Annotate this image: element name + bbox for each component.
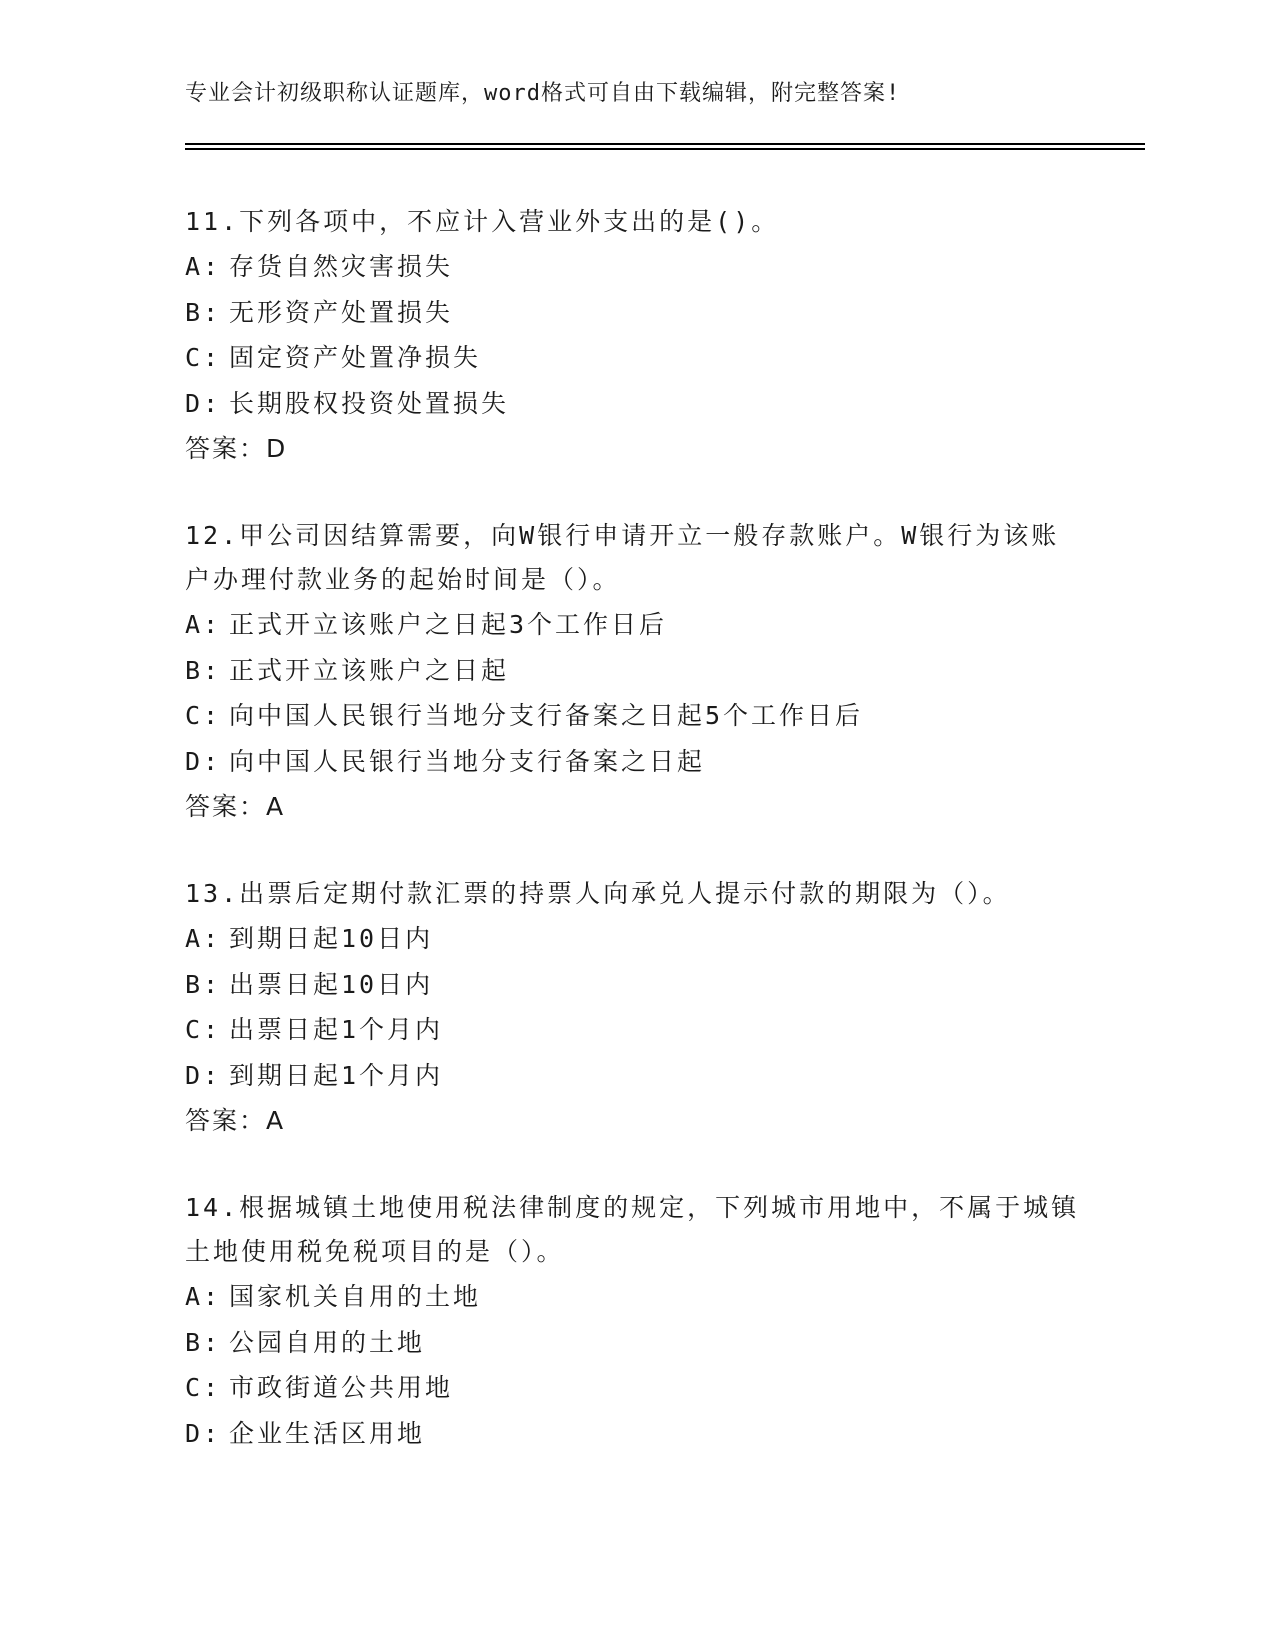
option-a <box>185 244 1085 290</box>
option-d <box>185 381 1085 427</box>
option-letter: B: <box>185 969 222 999</box>
option-text: 存货自然灾害损失 <box>229 252 454 281</box>
option-letter: B: <box>185 1327 222 1357</box>
option-text: 向中国人民银行当地分支行备案之日起 <box>229 746 706 776</box>
option-letter: D: <box>185 1060 222 1090</box>
option-letter: C: <box>185 1373 222 1402</box>
header-double-rule <box>185 143 1145 150</box>
option-letter: A: <box>185 252 222 281</box>
answer-line: 答案：D <box>185 434 288 463</box>
option-letter: D: <box>185 388 222 418</box>
page-header-text: 专业会计初级职称认证题库，word格式可自由下载编辑，附完整答案! <box>185 81 901 106</box>
option-d <box>185 739 1085 785</box>
option-a <box>185 1274 1085 1320</box>
option-letter: A: <box>185 924 222 953</box>
option-c <box>185 335 1085 381</box>
option-text: 出票日起10日内 <box>229 969 434 999</box>
answer-line: 答案：A <box>185 792 286 821</box>
option-letter: B: <box>185 655 222 685</box>
option-letter: D: <box>185 1418 222 1448</box>
option-b <box>185 290 1085 336</box>
question-list <box>185 200 1085 1498</box>
question-stem: 14.根据城镇土地使用税法律制度的规定，下列城市用地中，不属于城镇土地使用税免税项目的是（）。 <box>185 1193 1080 1266</box>
question-stem: 11.下列各项中，不应计入营业外支出的是()。 <box>185 207 780 236</box>
option-letter: A: <box>185 1282 222 1311</box>
option-text: 出票日起1个月内 <box>229 1015 444 1044</box>
option-d <box>185 1053 1085 1099</box>
option-c <box>185 1365 1085 1411</box>
option-text: 正式开立该账户之日起 <box>229 655 510 685</box>
option-letter: D: <box>185 746 222 776</box>
option-text: 无形资产处置损失 <box>229 297 454 327</box>
option-b <box>185 962 1085 1008</box>
option-a <box>185 602 1085 648</box>
question-13 <box>185 872 1085 1144</box>
answer-line: 答案：A <box>185 1106 286 1135</box>
option-b <box>185 1320 1085 1366</box>
option-text: 到期日起1个月内 <box>229 1060 444 1090</box>
option-letter: B: <box>185 297 222 327</box>
option-letter: C: <box>185 701 222 730</box>
question-11 <box>185 200 1085 472</box>
question-stem: 13.出票后定期付款汇票的持票人向承兑人提示付款的期限为（）。 <box>185 879 1011 908</box>
option-text: 正式开立该账户之日起3个工作日后 <box>229 610 668 639</box>
option-letter: C: <box>185 1015 222 1044</box>
option-text: 国家机关自用的土地 <box>229 1282 482 1311</box>
option-a <box>185 916 1085 962</box>
option-text: 长期股权投资处置损失 <box>229 388 510 418</box>
option-letter: C: <box>185 343 222 372</box>
option-d <box>185 1411 1085 1457</box>
option-text: 市政街道公共用地 <box>229 1373 454 1402</box>
option-text: 向中国人民银行当地分支行备案之日起5个工作日后 <box>229 701 864 730</box>
option-b <box>185 648 1085 694</box>
question-12 <box>185 514 1085 830</box>
option-text: 公园自用的土地 <box>229 1327 426 1357</box>
option-c <box>185 693 1085 739</box>
option-c <box>185 1007 1085 1053</box>
option-text: 固定资产处置净损失 <box>229 343 482 372</box>
option-letter: A: <box>185 610 222 639</box>
question-14 <box>185 1186 1085 1456</box>
option-text: 到期日起10日内 <box>229 924 434 953</box>
option-text: 企业生活区用地 <box>229 1418 426 1448</box>
question-stem: 12.甲公司因结算需要，向W银行申请开立一般存款账户。W银行为该账户办理付款业务的起始时间是（）。 <box>185 521 1060 594</box>
